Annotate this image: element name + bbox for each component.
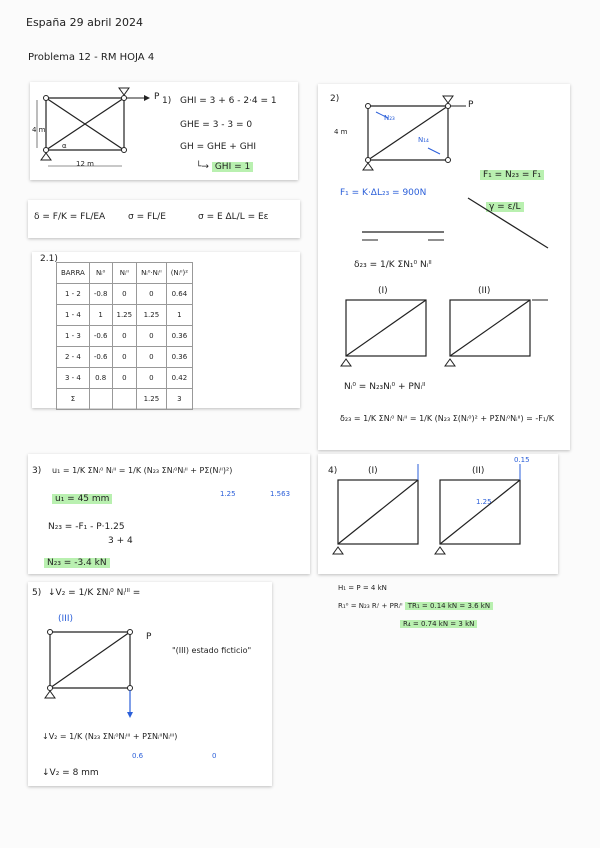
- r1-equation: [338, 602, 493, 610]
- ghi-result: └→ GHI = 1: [196, 162, 253, 172]
- table-cell: 0: [137, 347, 167, 368]
- formula-stress: σ = E ΔL/L = Eε: [198, 212, 269, 222]
- h1-equation: H₁ = P = 4 kN: [338, 584, 387, 592]
- n23-equation: N₂₃ = -F₁ - P·1.25: [48, 522, 125, 532]
- angle-label-1: α: [62, 142, 67, 150]
- n23-result: [44, 558, 110, 568]
- table-cell: 0: [112, 326, 137, 347]
- dim-height-1: 4 m: [32, 126, 46, 134]
- table-cell: [112, 389, 137, 410]
- table-row: [57, 305, 193, 326]
- date-heading: España 29 abril 2024: [26, 16, 143, 29]
- part2-label: 2): [330, 94, 340, 104]
- dim-height-2: 4 m: [334, 128, 348, 136]
- table-cell: 0.36: [166, 326, 192, 347]
- table-cell: -0.8: [89, 284, 112, 305]
- u1-equation: u₁ = 1/K ΣNᵢ⁰ Nᵢᴵᴵ = 1/K (N₂₃ ΣNᵢ⁰Nᵢᴵᴵ + PΣ(Nᵢᴵᴵ)²): [52, 466, 233, 475]
- table-cell: 0: [137, 284, 167, 305]
- table-row: [57, 368, 193, 389]
- v2-result: ↓V₂ = 8 mm: [42, 768, 99, 778]
- table-cell: 0: [112, 368, 137, 389]
- f-badge-text: F₁ = N₂₃ = F₁: [480, 170, 544, 180]
- table-header: (Nᵢᴵᴵ)²: [166, 263, 192, 284]
- bar-diagram: [458, 194, 558, 254]
- f-badge: [480, 170, 544, 180]
- gh-equation: GH = GHE + GHI: [180, 142, 257, 152]
- table-cell: 1: [166, 305, 192, 326]
- u1-result-badge: u₁ = 45 mm: [52, 494, 112, 504]
- fictitious-state-note: "(III) estado ficticio": [172, 646, 252, 655]
- table-header-row: [57, 263, 193, 284]
- v2-sub-value-1: 0.6: [132, 752, 144, 760]
- part3-label: 3): [32, 466, 42, 476]
- card-part4: [318, 454, 558, 574]
- table-cell: 2 - 4: [57, 347, 90, 368]
- formula-sigma: σ = FL/E: [128, 212, 166, 222]
- table-cell: 0.8: [89, 368, 112, 389]
- table-cell: [89, 389, 112, 410]
- n23-result-badge: N₂₃ = -3.4 kN: [44, 558, 110, 568]
- states-diagram-4: [324, 474, 554, 564]
- state-iii-label: (III): [58, 614, 73, 624]
- truss-diagram-2: [348, 96, 468, 176]
- dim-width-1: 12 m: [76, 160, 94, 168]
- state-ii-value: 0.15: [514, 456, 530, 464]
- state-ii-label-4: (II): [472, 466, 485, 476]
- card-formulas: [28, 200, 300, 238]
- ghi-result-badge: GHI = 1: [212, 162, 253, 172]
- problem-heading: Problema 12 - RM HOJA 4: [28, 52, 155, 63]
- truss-diagram-5: [38, 618, 148, 718]
- load-p-label-2: P: [468, 100, 474, 110]
- r1-equation-text: R₁⁰ = N₂₃ Rᵢᴵ + PRᵢᴵᴵ: [338, 602, 403, 610]
- table-header: Nᵢ⁰: [89, 263, 112, 284]
- formula-delta: δ = F/K = FL/EA: [34, 212, 106, 222]
- n23-denominator: 3 + 4: [108, 536, 133, 546]
- table-cell: -0.6: [89, 347, 112, 368]
- card-table-21: [32, 252, 300, 408]
- table-cell: 1.25: [112, 305, 137, 326]
- sub-value-1: 1.25: [220, 490, 236, 498]
- part5-label: 5): [32, 588, 42, 598]
- table-cell: 1: [89, 305, 112, 326]
- u1-result: [52, 494, 112, 504]
- table-cell: 0: [137, 326, 167, 347]
- delta23-equation: δ₂₃ = 1/K ΣNᵢ⁰ Nᵢᴵᴵ = 1/K (N₂₃ Σ(Nᵢ⁰)² + PΣNᵢ⁰Nᵢᴵᴵ) = -F₁/K: [340, 414, 555, 423]
- table-cell: 1.25: [137, 389, 167, 410]
- table-cell: 1.25: [137, 305, 167, 326]
- state-ii-label-2: (II): [478, 286, 491, 296]
- sub-value-2: 1.563: [270, 490, 291, 498]
- state-ii-diag-value: 1.25: [476, 498, 492, 506]
- table-cell: -0.6: [89, 326, 112, 347]
- table-cell: 0: [112, 284, 137, 305]
- bars-table: [56, 262, 193, 410]
- table-cell: 0.42: [166, 368, 192, 389]
- table-cell: 0.36: [166, 347, 192, 368]
- table-cell: 1 - 3: [57, 326, 90, 347]
- table-cell: 0: [137, 368, 167, 389]
- r1-result-badge: TR₁ = 0.14 kN = 3.6 kN: [405, 602, 493, 610]
- table-cell: 3: [166, 389, 192, 410]
- table-header: Nᵢ⁰·Nᵢᴵᴵ: [137, 263, 167, 284]
- load-p-label-1: P: [154, 92, 160, 102]
- table-cell: 1 - 2: [57, 284, 90, 305]
- table-row: [57, 326, 193, 347]
- state-i-label-2: (I): [378, 286, 388, 296]
- table-row: [57, 284, 193, 305]
- table-header: Nᵢᴵᴵ: [112, 263, 137, 284]
- card-part3: [28, 454, 310, 574]
- v2-expanded-equation: ↓V₂ = 1/K (N₂₃ ΣNᵢ⁰Nᵢᴵᴵᴵ + PΣNᵢᴵᴵNᵢᴵᴵᴵ): [42, 732, 178, 741]
- v2-equation: ↓V₂ = 1/K ΣNᵢ⁰ Nᵢᴵᴵᴵ =: [48, 588, 141, 598]
- table-row: [57, 389, 193, 410]
- ghe-equation: GHE = 3 - 3 = 0: [180, 120, 253, 130]
- n14-label: N₁₄: [418, 136, 429, 144]
- part4-label: 4): [328, 466, 338, 476]
- card-part2: [318, 84, 570, 450]
- spring-diagram: [358, 224, 448, 244]
- ghi-equation: GHI = 3 + 6 - 2·4 = 1: [180, 96, 277, 106]
- part1-label: 1): [162, 96, 172, 106]
- r4-result: [400, 620, 477, 628]
- table-cell: 3 - 4: [57, 368, 90, 389]
- card-part1: [30, 82, 298, 180]
- part21-label: 2.1): [40, 254, 58, 264]
- table-row: [57, 347, 193, 368]
- table-header: BARRA: [57, 263, 90, 284]
- load-p-label-5: P: [146, 632, 152, 642]
- truss-diagram-1: [34, 86, 154, 176]
- table-cell: 1 - 4: [57, 305, 90, 326]
- n23-label: N₂₃: [384, 114, 395, 122]
- table-cell: 0.64: [166, 284, 192, 305]
- states-diagram-2: [322, 294, 562, 364]
- ni-equation: Nᵢ⁰ = N₂₃Nᵢ⁰ + PNᵢᴵᴵ: [344, 382, 426, 392]
- v2-sub-value-2: 0: [212, 752, 217, 760]
- delta-equation: δ₂₃ = 1/K ΣN₁⁰ Nᵢᴵᴵ: [354, 260, 432, 270]
- table-cell: Σ: [57, 389, 90, 410]
- r4-result-badge: R₄ = 0.74 kN = 3 kN: [400, 620, 477, 628]
- table-cell: 0: [112, 347, 137, 368]
- card-part5: [28, 582, 272, 786]
- gamma-badge-text: γ = ε/L: [486, 202, 524, 212]
- force-equation: F₁ = K·ΔL₂₃ = 900N: [340, 188, 427, 198]
- state-i-label-4: (I): [368, 466, 378, 476]
